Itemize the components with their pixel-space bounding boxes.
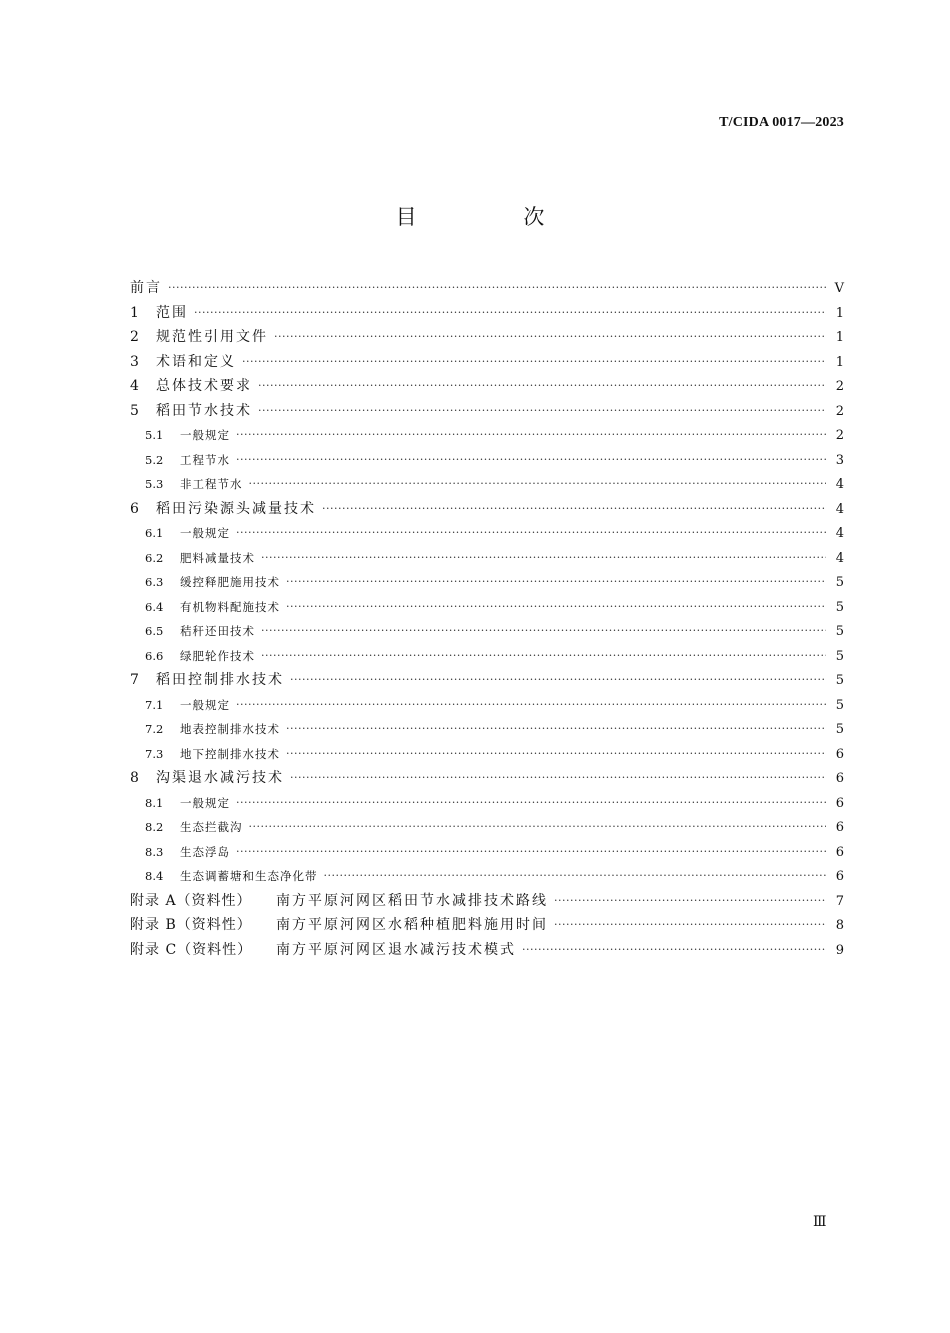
toc-entry[interactable] xyxy=(130,717,844,742)
toc-dot-leader xyxy=(290,766,826,791)
toc-entry[interactable] xyxy=(130,276,844,301)
toc-entry-page: 5 xyxy=(835,673,844,688)
toc-entry-number: 5 xyxy=(130,402,139,419)
toc-entry[interactable] xyxy=(130,595,844,620)
toc-entry-number: 8.2 xyxy=(145,820,164,834)
toc-title: 目 次 xyxy=(395,205,595,229)
toc-entry-page: 6 xyxy=(835,771,844,786)
toc-entry-label: 秸秆还田技术 xyxy=(180,624,255,638)
toc-entry[interactable] xyxy=(130,325,844,350)
toc-entry-page: 4 xyxy=(835,501,844,517)
toc-entry-number: 附录 A（资料性） xyxy=(130,892,252,909)
toc-dot-leader xyxy=(286,742,826,767)
toc-entry-label: 一般规定 xyxy=(180,697,230,712)
toc-entry-page: 5 xyxy=(835,575,844,590)
toc-entry-number: 7 xyxy=(130,672,139,688)
toc-entry[interactable] xyxy=(130,374,844,399)
toc-entry-label: 地表控制排水技术 xyxy=(180,722,280,736)
toc-dot-leader xyxy=(168,276,826,301)
toc-entry-label: 前言 xyxy=(130,280,162,296)
toc-entry[interactable] xyxy=(130,693,844,718)
toc-entry-page: 9 xyxy=(835,942,844,958)
toc-entry-number: 6.6 xyxy=(145,648,164,663)
toc-entry[interactable] xyxy=(130,472,844,497)
toc-dot-leader xyxy=(522,938,826,963)
toc-entry-page: 3 xyxy=(835,452,844,468)
toc-entry-number: 6.3 xyxy=(145,575,164,589)
toc-entry[interactable] xyxy=(130,521,844,546)
toc-entry-label: 稻田污染源头减量技术 xyxy=(156,500,316,517)
toc-dot-leader xyxy=(286,570,826,595)
toc-entry-page: 2 xyxy=(835,403,844,419)
toc-entry-label: 稻田控制排水技术 xyxy=(156,672,284,688)
toc-dot-leader xyxy=(286,717,826,742)
toc-entry-number: 5.2 xyxy=(145,452,164,467)
toc-entry-number: 8.3 xyxy=(145,844,164,859)
toc-entry-page: 5 xyxy=(835,624,844,639)
toc-entry[interactable] xyxy=(130,644,844,669)
toc-entry[interactable] xyxy=(130,864,844,889)
toc-entry-number: 2 xyxy=(130,329,139,345)
toc-entry[interactable] xyxy=(130,350,844,375)
toc-entry-page: V xyxy=(834,281,844,296)
toc-entry-number: 8.4 xyxy=(145,869,164,883)
toc-entry[interactable] xyxy=(130,840,844,865)
toc-dot-leader xyxy=(242,350,826,375)
toc-entry-label: 一般规定 xyxy=(180,526,230,540)
toc-entry-page: 4 xyxy=(835,477,844,492)
toc-entry-page: 8 xyxy=(835,918,844,933)
toc-entry[interactable] xyxy=(130,497,844,522)
toc-entry-label: 生态调蓄塘和生态净化带 xyxy=(180,869,318,883)
toc-entry-label: 术语和定义 xyxy=(156,353,236,370)
toc-entry[interactable] xyxy=(130,742,844,767)
toc-dot-leader xyxy=(258,374,826,399)
toc-entry[interactable] xyxy=(130,815,844,840)
toc-entry-label: 非工程节水 xyxy=(180,477,243,491)
toc-entry-page: 5 xyxy=(835,648,844,664)
toc-entry[interactable] xyxy=(130,938,844,963)
toc-entry-number: 8 xyxy=(130,770,139,786)
toc-entry-page: 4 xyxy=(835,550,844,566)
toc-entry-page: 6 xyxy=(835,844,844,860)
toc-entry[interactable] xyxy=(130,399,844,424)
toc-entry-number: 5.1 xyxy=(145,428,164,442)
toc-dot-leader xyxy=(236,840,826,865)
toc-dot-leader xyxy=(290,668,826,693)
toc-entry-number: 3 xyxy=(130,353,139,370)
toc-entry[interactable] xyxy=(130,301,844,326)
toc-entry-label: 一般规定 xyxy=(180,795,230,810)
toc-entry-label: 南方平原河网区稻田节水减排技术路线 xyxy=(276,892,548,909)
toc-entry-page: 5 xyxy=(835,599,844,615)
toc-entry-page: 7 xyxy=(835,893,844,909)
toc-entry-label: 稻田节水技术 xyxy=(156,402,252,419)
toc-entry[interactable] xyxy=(130,913,844,938)
toc-dot-leader xyxy=(258,399,826,424)
toc-entry-number: 1 xyxy=(130,304,139,321)
toc-entry-page: 6 xyxy=(835,746,844,762)
toc-entry-number: 7.1 xyxy=(145,697,164,712)
toc-entry[interactable] xyxy=(130,546,844,571)
toc-entry-number: 6.5 xyxy=(145,624,164,638)
toc-entry[interactable] xyxy=(130,448,844,473)
toc-entry-label: 有机物料配施技术 xyxy=(180,599,280,614)
toc-entry-number: 附录 C（资料性） xyxy=(130,941,253,958)
toc-entry-page: 6 xyxy=(835,795,844,811)
toc-entry[interactable] xyxy=(130,766,844,791)
toc-entry-number: 6.1 xyxy=(145,526,164,540)
table-of-contents xyxy=(130,276,844,962)
toc-entry[interactable] xyxy=(130,668,844,693)
toc-dot-leader xyxy=(322,497,826,522)
toc-entry-page: 1 xyxy=(835,305,844,321)
toc-entry-page: 2 xyxy=(835,379,844,394)
toc-dot-leader xyxy=(236,448,826,473)
toc-entry-page: 4 xyxy=(835,526,844,541)
toc-dot-leader xyxy=(236,693,826,718)
toc-entry-label: 地下控制排水技术 xyxy=(180,746,280,761)
toc-entry-number: 6.2 xyxy=(145,550,164,565)
toc-entry-label: 总体技术要求 xyxy=(156,378,252,394)
toc-dot-leader xyxy=(261,644,826,669)
document-code: T/CIDA 0017—2023 xyxy=(719,115,844,130)
toc-dot-leader xyxy=(554,889,826,914)
toc-entry-page: 6 xyxy=(835,820,844,835)
toc-entry-label: 南方平原河网区退水减污技术模式 xyxy=(276,941,516,958)
toc-entry[interactable] xyxy=(130,889,844,914)
toc-entry-label: 缓控释肥施用技术 xyxy=(180,575,280,589)
toc-entry-page: 6 xyxy=(835,869,844,884)
toc-entry[interactable] xyxy=(130,791,844,816)
toc-dot-leader xyxy=(236,423,826,448)
toc-entry-page: 5 xyxy=(835,722,844,737)
toc-entry-label: 规范性引用文件 xyxy=(156,329,268,345)
toc-entry-number: 7.2 xyxy=(145,722,164,736)
toc-entry-page: 2 xyxy=(835,428,844,443)
toc-entry-label: 生态拦截沟 xyxy=(180,820,243,834)
toc-entry-label: 南方平原河网区水稻种植肥料施用时间 xyxy=(276,917,548,933)
toc-dot-leader xyxy=(194,301,826,326)
toc-entry-number: 8.1 xyxy=(145,795,164,810)
toc-entry-number: 7.3 xyxy=(145,746,164,761)
toc-dot-leader xyxy=(236,521,826,546)
toc-dot-leader xyxy=(261,546,826,571)
toc-entry-label: 一般规定 xyxy=(180,428,230,442)
toc-dot-leader xyxy=(286,595,826,620)
toc-entry-number: 4 xyxy=(130,378,139,394)
toc-entry-label: 沟渠退水减污技术 xyxy=(156,770,284,786)
toc-entry-number: 5.3 xyxy=(145,477,164,491)
toc-entry-label: 生态浮岛 xyxy=(180,844,230,859)
toc-entry[interactable] xyxy=(130,423,844,448)
toc-dot-leader xyxy=(249,472,827,497)
toc-dot-leader xyxy=(236,791,826,816)
toc-dot-leader xyxy=(249,815,827,840)
toc-entry-page: 5 xyxy=(835,697,844,713)
toc-dot-leader xyxy=(554,913,826,938)
toc-entry-number: 6.4 xyxy=(145,599,164,614)
toc-entry-label: 绿肥轮作技术 xyxy=(180,648,255,663)
toc-entry-label: 工程节水 xyxy=(180,452,230,467)
toc-entry-page: 1 xyxy=(835,354,844,370)
toc-entry-number: 附录 B（资料性） xyxy=(130,917,252,933)
toc-dot-leader xyxy=(274,325,826,350)
toc-entry-label: 肥料减量技术 xyxy=(180,550,255,565)
footer-page-number: Ⅲ xyxy=(813,1214,827,1230)
toc-entry-page: 1 xyxy=(835,330,844,345)
toc-entry-number: 6 xyxy=(130,500,139,517)
toc-entry[interactable] xyxy=(130,619,844,644)
toc-dot-leader xyxy=(324,864,827,889)
toc-entry-label: 范围 xyxy=(156,304,188,321)
toc-dot-leader xyxy=(261,619,826,644)
toc-entry[interactable] xyxy=(130,570,844,595)
